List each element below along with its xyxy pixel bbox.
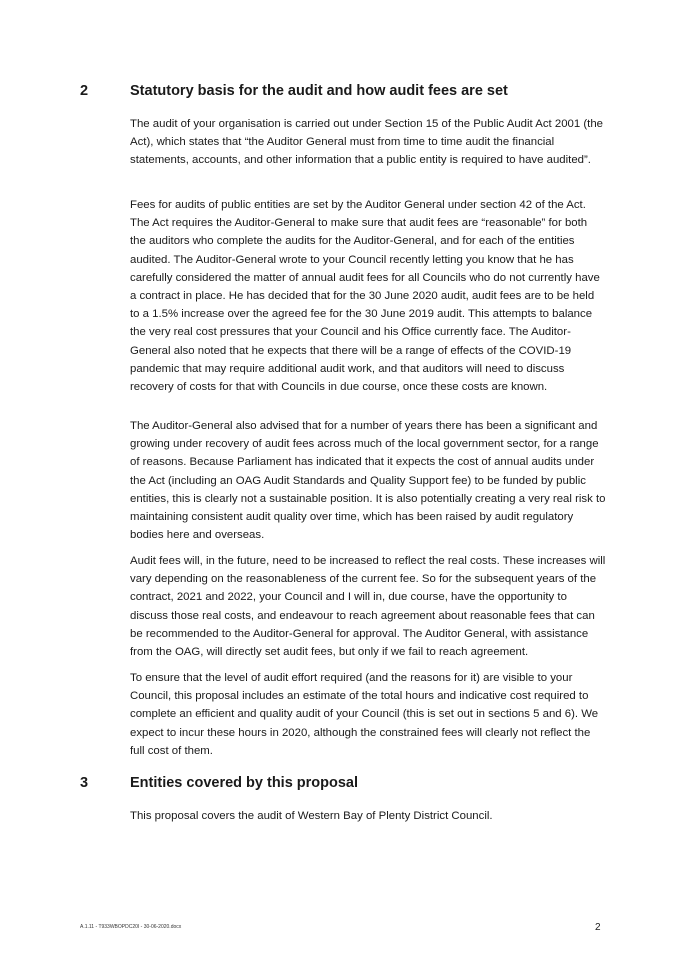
section-number: 2 bbox=[80, 83, 89, 99]
paragraph: To ensure that the level of audit effort required (and the reasons for it) are visible to your Council, this proposal includes an estimate of the total hours and indicative cost required to complete an efficient and quality audit of your Council (this is set out in sections 5 and 6). We expect to incur these hours in 2020, although the constrained fees will clearly not reflect the full cost of them. bbox=[130, 672, 599, 757]
paragraph: This proposal covers the audit of Western Bay of Plenty District Council. bbox=[130, 810, 493, 822]
footer-doc-reference: A.1.11 - T933WBOPDC20I - 30-06-2020.docx bbox=[80, 924, 182, 930]
section-title: Statutory basis for the audit and how audit fees are set bbox=[130, 83, 508, 99]
paragraph: Fees for audits of public entities are set by the Auditor General under section 42 of the Act. The Act requires the Auditor-General to make sure that audit fees are “reasonable” for both the auditors who complete the audits for the Auditor-General, and for each of the entities audited. The Auditor-General wrote to your Council recently letting you know that he has carefully considered the matter of annual audit fees for all Councils who do not currently have a contract in place. He has decided that for the 30 June 2020 audit, audit fees are to be held to a 1.5% increase over the agreed fee for the 30 June 2019 audit. This attempts to balance the very real cost pressures that your Council and his Office currently face. The Auditor-General also noted that he expects that there will be a range of effects of the COVID-19 pandemic that may require additional audit work, and that auditors will need to discuss recovery of costs for that with Councils in due course, once these costs are known. bbox=[130, 199, 600, 394]
section-number: 3 bbox=[80, 775, 89, 791]
paragraph: The Auditor-General also advised that for a number of years there has been a significant and growing under recovery of audit fees across much of the local government sector, for a range of reasons. Because Parliament has indicated that it expects the cost of annual audits under the Act (including an OAG Audit Standards and Quality Support fee) to be funded by public entities, this is clearly not a sustainable position. It is also potentially creating a very real risk to maintaining consistent audit quality over time, which has been raised by audit regulatory bodies here and overseas. bbox=[130, 420, 606, 542]
paragraph: Audit fees will, in the future, need to be increased to reflect the real costs. These increases will vary depending on the reasonableness of the current fee. So for the subsequent years of the contract, 2021 and 2022, your Council and I will in, due course, have the opportunity to discuss those real costs, and endeavour to reach agreement about reasonable fees that can be recommended to the Auditor-General for approval. The Auditor General, with assistance from the OAG, will directly set audit fees, but only if we fail to reach agreement. bbox=[130, 555, 606, 659]
section-title: Entities covered by this proposal bbox=[130, 775, 359, 791]
paragraph: The audit of your organisation is carried out under Section 15 of the Public Audit Act 2001 (the Act), which states that “the Auditor General must from time to time audit the financial statements, accounts, and other information that a public entity is required to have audited”. bbox=[130, 118, 604, 167]
page-number: 2 bbox=[595, 922, 601, 933]
